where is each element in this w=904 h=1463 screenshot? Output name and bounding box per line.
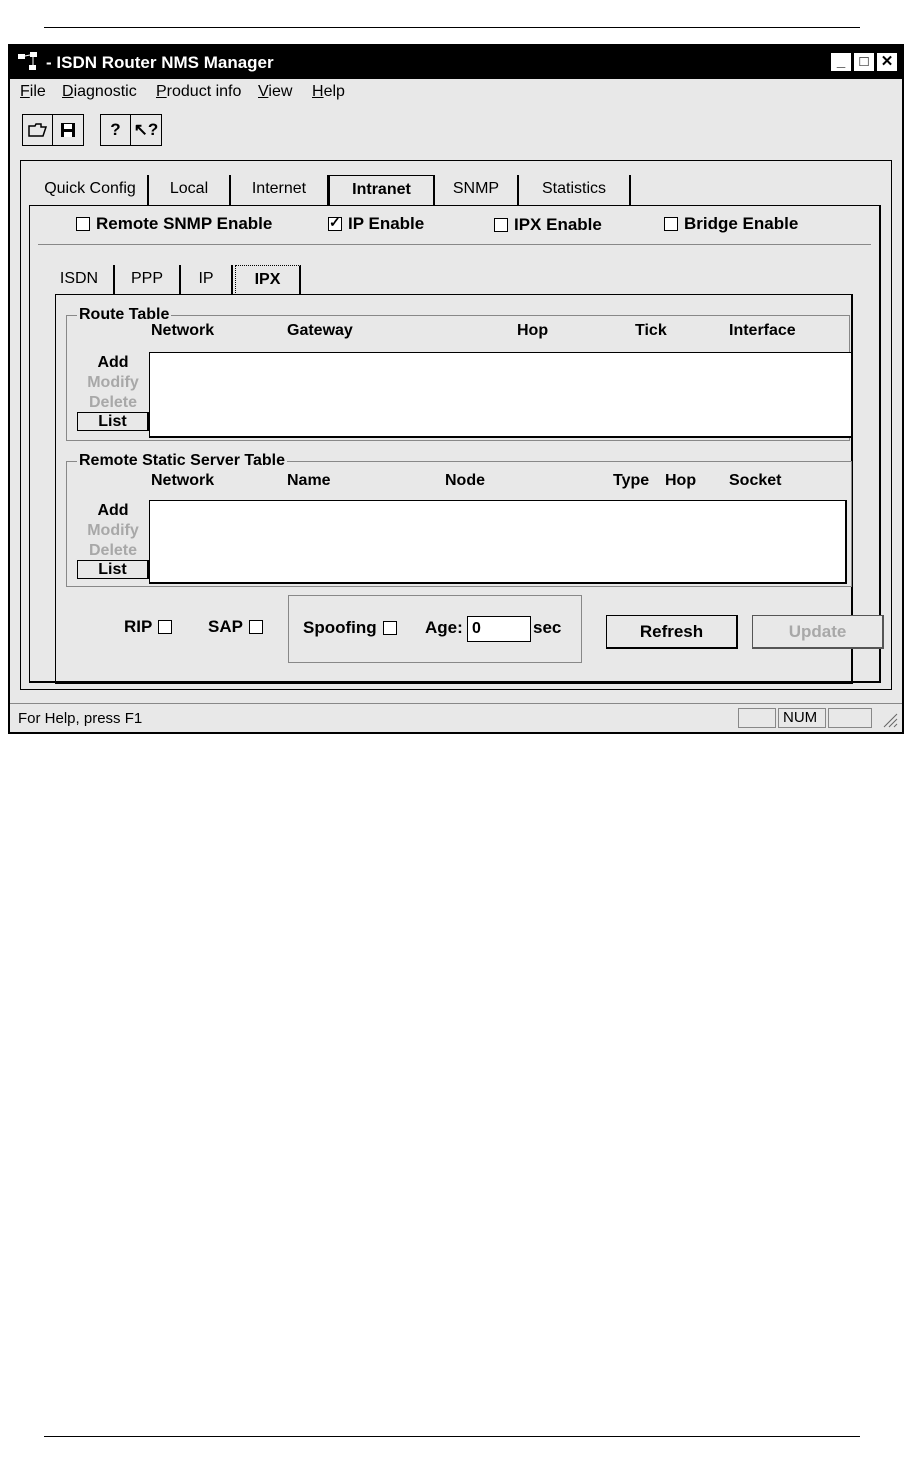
- server-table-list[interactable]: [149, 500, 847, 584]
- age-input[interactable]: 0: [467, 616, 531, 642]
- age-unit-label: sec: [533, 618, 562, 637]
- ipx-enable-checkbox[interactable]: [494, 215, 602, 235]
- spoofing-group: [288, 595, 582, 663]
- menu-view[interactable]: View: [258, 83, 293, 100]
- toolbar-help-group: [100, 114, 162, 146]
- status-num-pane: NUM: [778, 708, 826, 728]
- server-table-title: Remote Static Server Table: [79, 452, 286, 469]
- server-col-network: Network: [151, 472, 215, 489]
- sap-checkbox[interactable]: [208, 617, 263, 637]
- route-col-gateway: Gateway: [287, 322, 353, 339]
- remote-snmp-box[interactable]: [76, 217, 90, 231]
- server-add-button[interactable]: Add: [97, 502, 129, 519]
- menu-diagnostic[interactable]: Diagnostic: [62, 83, 137, 100]
- route-delete-button[interactable]: Delete: [88, 394, 138, 411]
- menu-product-info[interactable]: Product info: [156, 83, 242, 100]
- ip-enable-checkbox[interactable]: [328, 214, 424, 234]
- route-table-group: [66, 306, 850, 441]
- subtab-ipx[interactable]: IPX: [235, 265, 301, 295]
- route-add-button[interactable]: Add: [97, 354, 129, 371]
- route-col-interface: Interface: [729, 322, 796, 339]
- network-app-icon: [16, 51, 40, 73]
- close-button[interactable]: ✕: [876, 52, 898, 72]
- subtab-ppp[interactable]: PPP: [115, 265, 181, 295]
- route-table-list[interactable]: [149, 352, 853, 438]
- save-icon[interactable]: [53, 115, 83, 145]
- server-list-button[interactable]: List: [77, 560, 149, 579]
- server-modify-button[interactable]: Modify: [87, 522, 139, 539]
- route-col-network: Network: [151, 322, 215, 339]
- bridge-enable-checkbox[interactable]: [664, 214, 798, 234]
- ip-enable-label: IP Enable: [348, 214, 425, 233]
- menu-bar: [10, 79, 902, 105]
- status-help-text: For Help, press F1: [18, 710, 143, 727]
- route-list-button[interactable]: List: [77, 412, 149, 431]
- subtab-ip[interactable]: IP: [181, 265, 233, 295]
- rip-label: RIP: [124, 617, 153, 636]
- status-scroll-pane: [828, 708, 872, 728]
- tab-quick-config[interactable]: Quick Config: [33, 175, 149, 205]
- main-property-sheet: [20, 160, 892, 690]
- route-modify-button[interactable]: Modify: [87, 374, 139, 391]
- ipx-subtab-panel: [55, 294, 853, 684]
- remote-snmp-checkbox[interactable]: [76, 214, 272, 234]
- rip-checkbox[interactable]: [124, 617, 172, 637]
- rip-box[interactable]: [158, 620, 172, 634]
- route-col-tick: Tick: [635, 322, 667, 339]
- ipx-enable-box[interactable]: [494, 218, 508, 232]
- server-col-name: Name: [287, 472, 331, 489]
- subtab-isdn[interactable]: ISDN: [45, 265, 115, 295]
- window-title: - ISDN Router NMS Manager: [46, 53, 274, 72]
- page-bottom-rule: [44, 1436, 860, 1437]
- about-icon[interactable]: ?: [101, 115, 131, 145]
- refresh-button[interactable]: Refresh: [606, 615, 738, 649]
- route-table-title: Route Table: [79, 306, 170, 323]
- tab-internet[interactable]: Internet: [231, 175, 329, 205]
- spoofing-label: Spoofing: [303, 618, 377, 637]
- open-icon[interactable]: [23, 115, 53, 145]
- menu-file[interactable]: File: [20, 83, 46, 100]
- server-col-socket: Socket: [729, 472, 782, 489]
- spoofing-box[interactable]: [383, 621, 397, 635]
- ipx-enable-label: IPX Enable: [514, 215, 602, 234]
- tab-snmp[interactable]: SNMP: [435, 175, 519, 205]
- status-caps-pane: [738, 708, 776, 728]
- menu-help[interactable]: Help: [312, 83, 345, 100]
- context-help-icon[interactable]: ↖?: [133, 120, 159, 139]
- bridge-enable-label: Bridge Enable: [684, 214, 799, 233]
- spoofing-checkbox[interactable]: [303, 618, 397, 638]
- title-bar[interactable]: [10, 46, 902, 79]
- maximize-button[interactable]: □: [853, 52, 875, 72]
- age-label: Age:: [425, 618, 463, 637]
- update-button[interactable]: Update: [752, 615, 884, 649]
- route-col-hop: Hop: [517, 322, 549, 339]
- status-bar: [10, 703, 902, 732]
- sap-label: SAP: [208, 617, 243, 636]
- tab-intranet[interactable]: Intranet: [329, 175, 435, 205]
- bridge-enable-box[interactable]: [664, 217, 678, 231]
- sap-box[interactable]: [249, 620, 263, 634]
- options-divider: [38, 244, 871, 245]
- page-top-rule: [44, 27, 860, 28]
- server-delete-button[interactable]: Delete: [88, 542, 138, 559]
- ip-enable-box[interactable]: [328, 217, 342, 231]
- tab-statistics[interactable]: Statistics: [519, 175, 631, 205]
- minimize-button[interactable]: _: [830, 52, 852, 72]
- server-col-node: Node: [445, 472, 485, 489]
- toolbar: [10, 106, 902, 150]
- server-table-group: [66, 452, 852, 587]
- toolbar-file-group: [22, 114, 84, 146]
- tab-local[interactable]: Local: [149, 175, 231, 205]
- server-col-hop: Hop: [665, 472, 697, 489]
- resize-grip-icon[interactable]: [882, 712, 898, 728]
- remote-snmp-label: Remote SNMP Enable: [96, 214, 273, 233]
- server-col-type: Type: [613, 472, 650, 489]
- app-window: [8, 44, 904, 734]
